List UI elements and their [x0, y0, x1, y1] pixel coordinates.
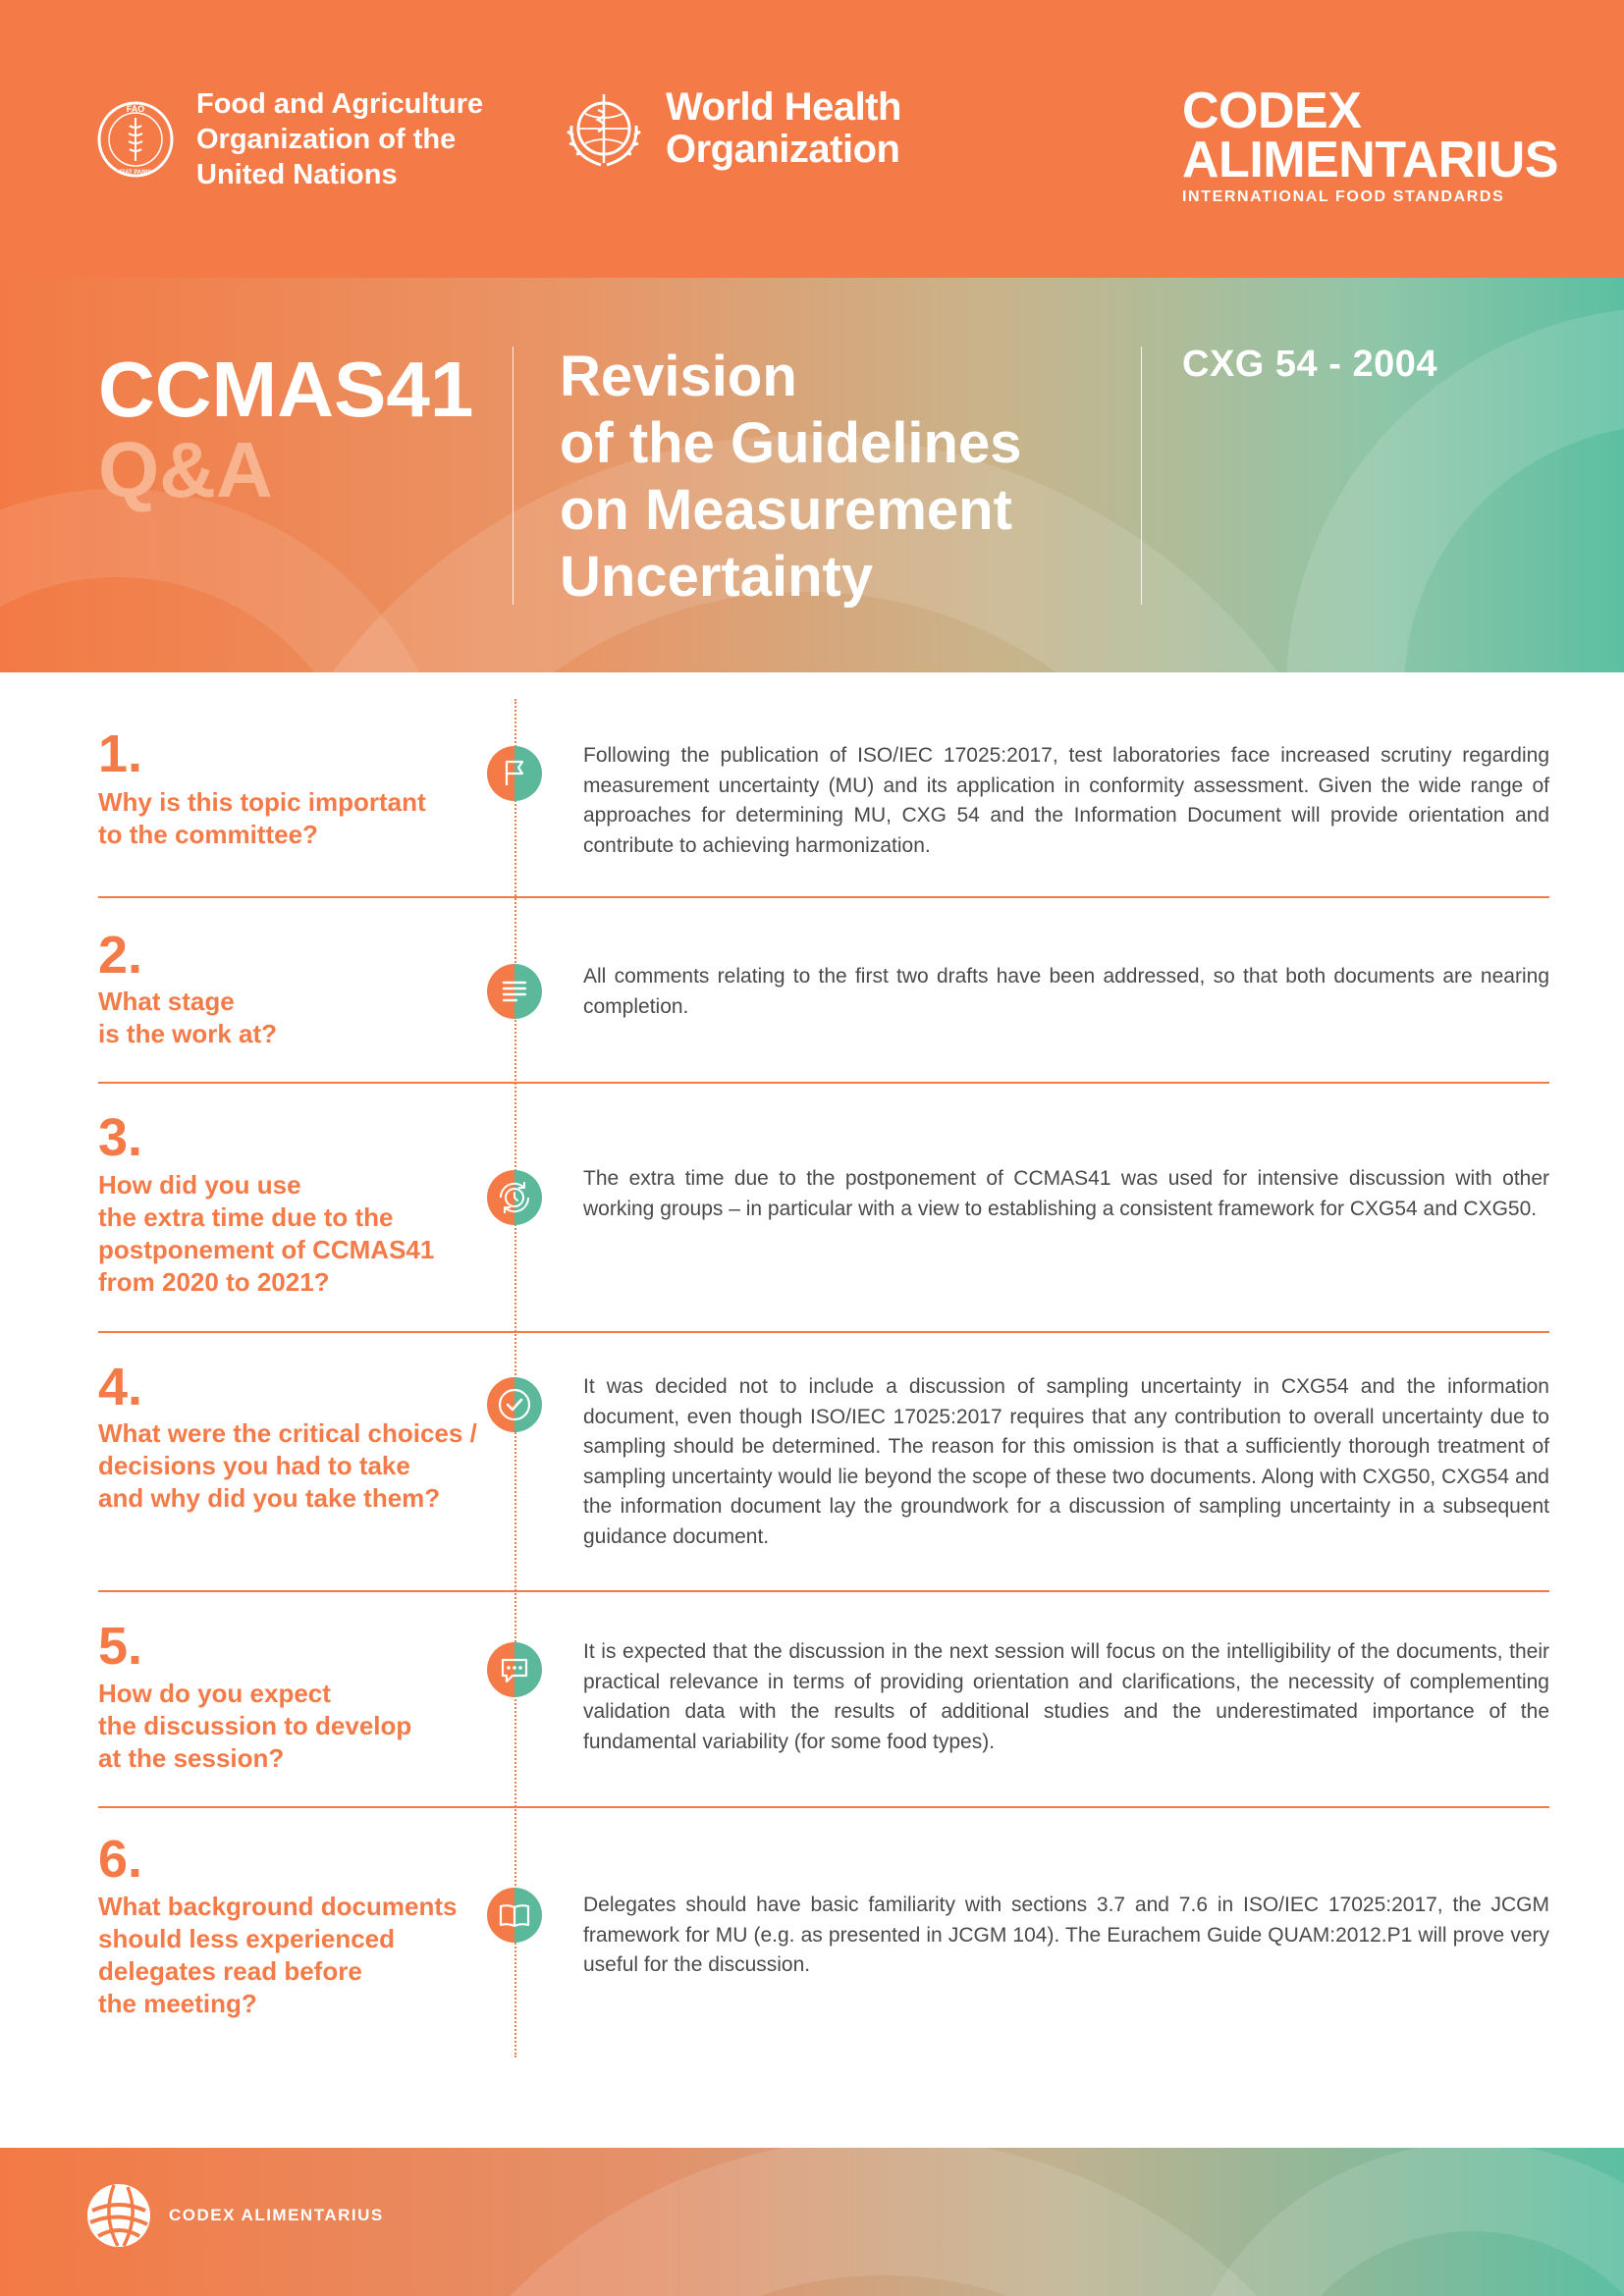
question-line: What were the critical choices /	[98, 1418, 477, 1448]
codex-logo-line1: CODEX	[1182, 82, 1362, 139]
svg-text:FAO: FAO	[126, 104, 145, 114]
document-title-line: Revision	[560, 345, 797, 408]
question-number: 4.	[98, 1358, 143, 1416]
question-text	[98, 1891, 461, 2020]
question-text	[98, 1678, 461, 1775]
question-line: should less experienced	[98, 1924, 396, 1953]
answer-text: It was decided not to include a discussion of sampling uncertainty in CXG54 and the information document, even though ISO/IEC 17025:2017 requires that any contribution to overall uncertainty due to sampling should be determined. The reason for this omission is that a sufficiently thorough treatment of sampling uncertainty would lie beyond the scope of these two documents. Along with CXG50, CXG54 and the information document lay the groundwork for a discussion of sampling uncertainty in a subsequent guidance document.	[583, 1375, 1549, 1548]
codex-globe-icon	[84, 2181, 153, 2250]
answer-text: All comments relating to the first two drafts have been addressed, so that both documents are nearing completion.	[583, 965, 1549, 1018]
section-divider	[98, 1590, 1549, 1592]
fao-name-line: Organization of the	[196, 124, 457, 155]
question-number: 1.	[98, 724, 143, 783]
question-line: from 2020 to 2021?	[98, 1267, 330, 1297]
footer-band	[0, 2148, 1624, 2296]
question-line: the extra time due to the	[98, 1202, 394, 1232]
who-logo	[562, 86, 921, 171]
section-divider	[98, 1331, 1549, 1333]
title-divider	[513, 347, 514, 605]
fao-logo	[96, 86, 491, 192]
question-number: 6.	[98, 1830, 143, 1889]
question-line: to the committee?	[98, 820, 318, 849]
section-divider	[98, 1082, 1549, 1084]
header-band	[0, 0, 1624, 278]
answer-text: Following the publication of ISO/IEC 17025:2017, test laboratories face increased scrutiny regarding measurement uncertainty (MU) and its application in conformity assessment. Given the wide range of approaches for determining MU, CXG 54 and the Information Document will provide orientation and contribute to achieving harmonization.	[583, 744, 1549, 857]
question-number: 5.	[98, 1617, 143, 1676]
question-line: What background documents	[98, 1892, 458, 1921]
question-text	[98, 1169, 461, 1299]
fao-emblem-icon	[96, 100, 175, 179]
question-text	[98, 1417, 477, 1515]
footer-label: CODEX ALIMENTARIUS	[169, 2206, 384, 2224]
question-text	[98, 986, 461, 1050]
codex-logo-line2: ALIMENTARIUS	[1182, 132, 1559, 188]
question-line: at the session?	[98, 1743, 285, 1773]
answer-text: It is expected that the discussion in the next session will focus on the intelligibility of the documents, their practical relevance in terms of providing orientation and clarifications, the necessity of complementing validation data with the results of additional studies and the underestimated importance of the fundamental variability (for some food types).	[583, 1640, 1549, 1753]
question-line: is the work at?	[98, 1019, 278, 1048]
codex-logo	[1182, 82, 1559, 206]
fao-name-line: United Nations	[196, 159, 398, 190]
question-line: Why is this topic important	[98, 787, 426, 817]
question-line: the meeting?	[98, 1989, 257, 2018]
who-name-line: World Health	[666, 85, 901, 129]
svg-text:FIAT PANIS: FIAT PANIS	[119, 170, 152, 176]
committee-code: CCMAS41	[98, 346, 474, 433]
clock-refresh-icon	[487, 1170, 542, 1225]
document-title-line: of the Guidelines	[560, 411, 1022, 475]
who-emblem-icon	[562, 86, 646, 171]
question-line: How did you use	[98, 1170, 301, 1200]
question-line: How do you expect	[98, 1679, 331, 1708]
question-line: the discussion to develop	[98, 1711, 412, 1740]
qa-label: Q&A	[98, 426, 273, 513]
answer-text: The extra time due to the postponement of CCMAS41 was used for intensive discussion with other working groups – in particular with a view to establishing a consistent framework for CXG54 and CXG50.	[583, 1167, 1549, 1220]
document-title-line: on Measurement	[560, 478, 1012, 542]
question-line: What stage	[98, 987, 235, 1016]
question-line: decisions you had to take	[98, 1451, 410, 1480]
answer-text: Delegates should have basic familiarity with sections 3.7 and 7.6 in ISO/IEC 17025:2017, the JCGM framework for MU (e.g. as presented in JCGM 104). The Eurachem Guide QUAM:2012.P1 will prove very useful for the discussion.	[583, 1894, 1549, 1976]
title-divider	[1141, 347, 1142, 605]
codex-logo-tagline: INTERNATIONAL FOOD STANDARDS	[1182, 188, 1505, 205]
question-line: and why did you take them?	[98, 1483, 441, 1513]
book-icon	[487, 1888, 542, 1943]
question-number: 3.	[98, 1108, 143, 1167]
who-name	[666, 86, 921, 171]
speech-bubble-icon	[487, 1642, 542, 1697]
section-divider	[98, 1806, 1549, 1808]
question-number: 2.	[98, 926, 143, 985]
flag-icon	[487, 746, 542, 801]
document-title-line: Uncertainty	[560, 545, 874, 609]
who-name-line: Organization	[666, 128, 900, 171]
fao-name-line: Food and Agriculture	[196, 88, 484, 120]
footer-logo	[84, 2181, 384, 2250]
fao-name	[196, 86, 491, 192]
document-title	[560, 344, 1070, 611]
check-circle-icon	[487, 1377, 542, 1432]
document-code: CXG 54 - 2004	[1182, 344, 1437, 385]
section-divider	[98, 896, 1549, 898]
question-line: delegates read before	[98, 1956, 362, 1986]
list-icon	[487, 964, 542, 1019]
question-line: postponement of CCMAS41	[98, 1235, 435, 1264]
question-text	[98, 786, 461, 851]
